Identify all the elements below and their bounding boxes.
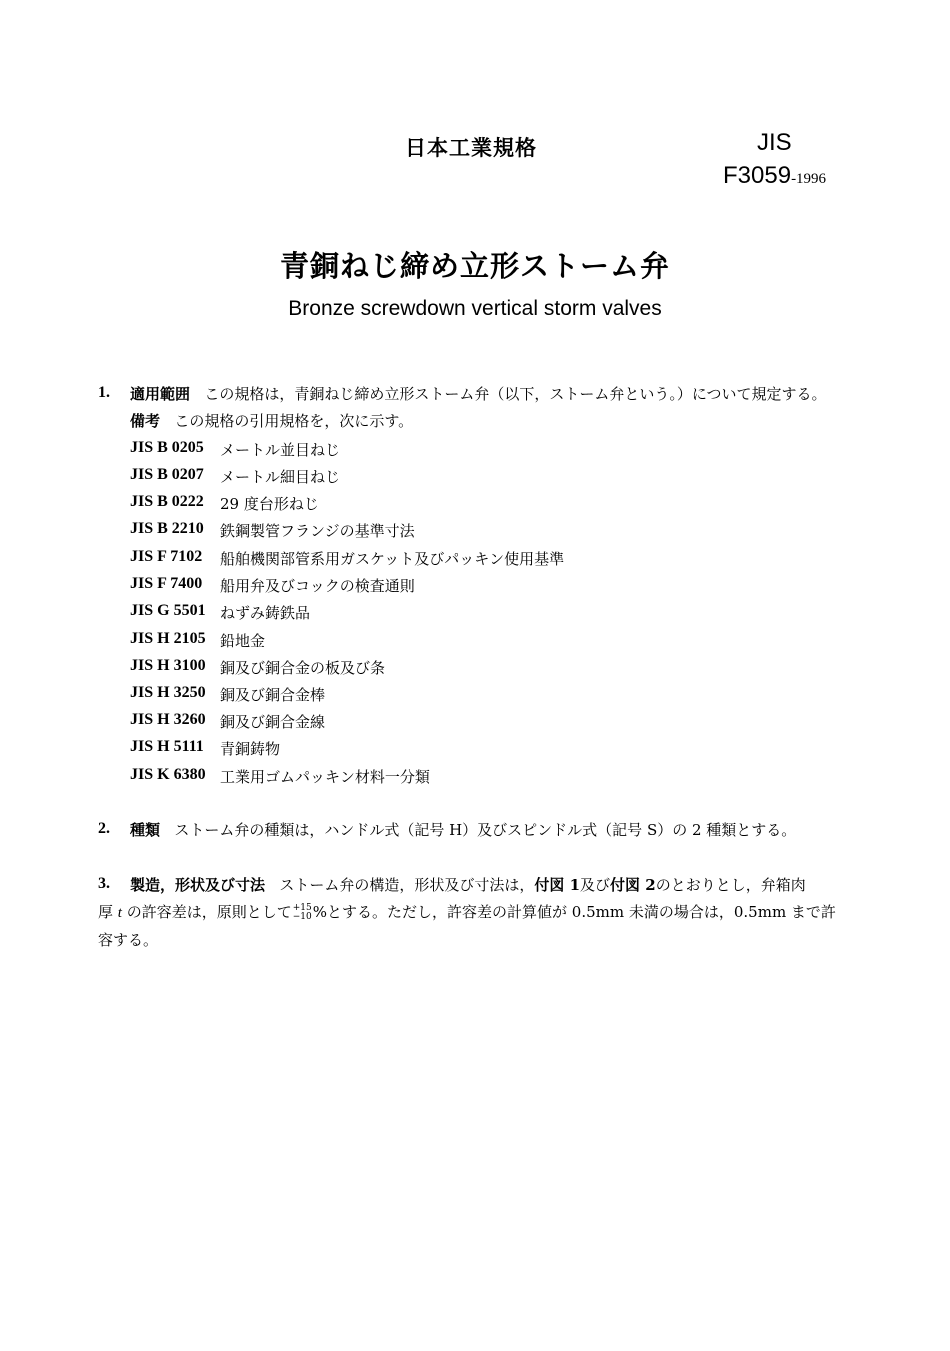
note-label: 備考 <box>130 412 161 430</box>
section-text: ストーム弁の種類は，ハンドル式（記号 H）及びスピンドル式（記号 S）の 2 種類とする。 <box>174 821 797 839</box>
standard-ref-name: ねずみ鋳鉄品 <box>220 604 311 622</box>
section-heading: 種類 <box>130 821 161 839</box>
standard-ref-code: JIS H 3260 <box>130 711 206 728</box>
standard-ref-code: JIS H 3250 <box>130 684 206 701</box>
section-3-line-3 <box>98 930 158 950</box>
section-2-line <box>130 820 796 840</box>
section-number: 1. <box>98 384 110 401</box>
section-3-line-2 <box>98 902 836 923</box>
standard-ref-name: 29 度台形ねじ <box>220 495 319 513</box>
section-heading: 適用範囲 <box>130 385 191 403</box>
standard-ref-code: JIS B 2210 <box>130 520 204 537</box>
standard-ref-name: 鉛地金 <box>220 632 266 650</box>
standard-ref-code: JIS H 5111 <box>130 738 204 755</box>
standard-ref-name: 鉄鋼製管フランジの基準寸法 <box>220 522 415 540</box>
section-text: ストーム弁の構造，形状及び寸法は， <box>279 876 535 894</box>
standard-ref-name: 銅及び銅合金線 <box>220 713 326 731</box>
standard-ref-code: JIS K 6380 <box>130 766 206 783</box>
standard-ref-name: メートル並目ねじ <box>220 441 341 459</box>
figure-ref-1: 付図 1 <box>534 876 581 894</box>
standard-ref-name: 工業用ゴムパッキン材料一分類 <box>220 768 430 786</box>
section-3-line-1 <box>130 875 806 895</box>
section-text: この規格は，青銅ねじ締め立形ストーム弁（以下，ストーム弁という。）について規定する。 <box>204 385 827 403</box>
standard-year: -1996 <box>791 171 827 187</box>
section-number: 2. <box>98 820 110 837</box>
section-1-line <box>130 384 827 404</box>
jis-label: JIS <box>757 129 792 156</box>
standard-ref-code: JIS G 5501 <box>130 602 206 619</box>
standard-ref-code: JIS H 3100 <box>130 657 206 674</box>
document-title: 青銅ねじ締め立形ストーム弁 <box>279 249 670 283</box>
tolerance-plus: +15 <box>292 903 312 913</box>
section-text: のとおりとし，弁箱肉 <box>655 876 806 894</box>
standard-ref-name: 青銅鋳物 <box>220 740 281 758</box>
figure-ref-2: 付図 2 <box>610 876 656 894</box>
section-text: 厚 <box>98 903 114 921</box>
section-text: %とする。ただし，許容差の計算値が 0.5mm 未満の場合は，0.5mm まで許 <box>312 903 836 921</box>
section-number: 3. <box>98 875 110 892</box>
note-text: この規格の引用規格を，次に示す。 <box>174 412 414 430</box>
section-heading: 製造，形状及び寸法 <box>130 876 266 894</box>
standard-ref-code: JIS B 0205 <box>130 439 204 456</box>
document-subtitle: Bronze screwdown vertical storm valves <box>288 297 662 320</box>
standard-ref-name: 船用弁及びコックの検査通則 <box>220 577 415 595</box>
standard-ref-name: メートル細目ねじ <box>220 468 341 486</box>
tolerance <box>293 904 312 922</box>
tolerance-minus: −10 <box>292 912 312 922</box>
note-line <box>130 411 413 431</box>
standard-ref-code: JIS B 0222 <box>130 493 204 510</box>
standard-ref-name: 銅及び銅合金棒 <box>220 686 326 704</box>
standard-code: F3059 <box>723 162 792 189</box>
standard-ref-code: JIS F 7400 <box>130 575 203 592</box>
standard-ref-name: 船舶機関部管系用ガスケット及びパッキン使用基準 <box>220 550 565 568</box>
standard-ref-code: JIS F 7102 <box>130 548 203 565</box>
standard-ref-code: JIS H 2105 <box>130 630 206 647</box>
standard-number <box>723 162 826 190</box>
section-text: 及び <box>580 876 611 894</box>
standard-category: 日本工業規格 <box>405 136 537 160</box>
standard-ref-code: JIS B 0207 <box>130 466 204 483</box>
section-text: の許容差は，原則として <box>126 903 292 921</box>
standard-ref-name: 銅及び銅合金の板及び条 <box>220 659 386 677</box>
section-text: 容する。 <box>98 931 159 949</box>
thickness-symbol: t <box>117 905 122 921</box>
